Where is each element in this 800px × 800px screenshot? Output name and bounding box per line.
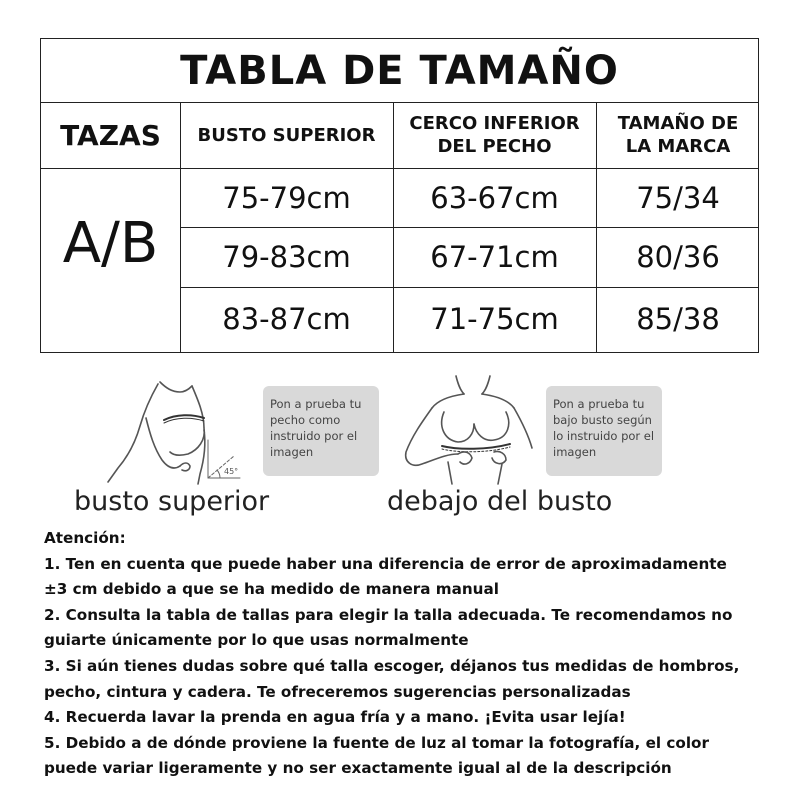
notes-heading: Atención: bbox=[44, 529, 126, 547]
note-line: 2. Consulta la tabla de tallas para elegir la talla adecuada. Te recomendamos no bbox=[44, 605, 733, 624]
table-cell-brand-size: 75/34 bbox=[636, 180, 720, 215]
under-bust-figure-illustration bbox=[398, 372, 548, 487]
note-line: 3. Si aún tienes dudas sobre qué talla escoger, déjanos tus medidas de hombros, bbox=[44, 656, 740, 675]
header-cups: TAZAS bbox=[60, 118, 161, 152]
note-line: 1. Ten en cuenta que puede haber una diferencia de error de aproximadamente bbox=[44, 554, 727, 573]
upper-bust-caption: busto superior bbox=[74, 486, 270, 517]
card-line: Pon a prueba tu bbox=[270, 397, 362, 411]
table-cell-brand-size: 85/38 bbox=[636, 302, 720, 336]
header-under-bust bbox=[393, 102, 596, 168]
upper-bust-figure-illustration bbox=[100, 378, 260, 488]
header-upper-bust: BUSTO SUPERIOR bbox=[197, 124, 376, 146]
table-cell-under-bust: 67-71cm bbox=[430, 240, 559, 274]
upper-bust-instruction-card bbox=[263, 386, 379, 476]
header-brand-size bbox=[596, 102, 760, 168]
under-bust-instruction-card bbox=[546, 386, 662, 476]
note-line: puede variar ligeramente y no ser exactamente igual al de la descripción bbox=[44, 759, 672, 778]
table-cell-upper-bust: 79-83cm bbox=[222, 240, 351, 274]
size-table bbox=[40, 38, 759, 353]
note-line: 4. Recuerda lavar la prenda en agua fría y a mano. ¡Evita usar lejía! bbox=[44, 708, 626, 727]
table-title: TABLA DE TAMAÑO bbox=[180, 47, 619, 94]
card-line: imagen bbox=[553, 445, 597, 459]
header-under-bust-line1: CERCO INFERIOR bbox=[409, 113, 580, 134]
card-line: bajo busto según bbox=[553, 413, 652, 427]
table-cell-upper-bust: 75-79cm bbox=[222, 180, 351, 215]
attention-notes bbox=[44, 526, 764, 782]
header-under-bust-line2: DEL PECHO bbox=[437, 136, 552, 157]
table-cell-under-bust: 71-75cm bbox=[430, 302, 559, 336]
table-title-row bbox=[41, 39, 758, 103]
under-bust-caption: debajo del busto bbox=[387, 486, 613, 517]
table-cell-upper-bust: 83-87cm bbox=[222, 302, 351, 336]
card-line: instruido por el bbox=[270, 429, 358, 443]
note-line: ±3 cm debido a que se ha medido de manera manual bbox=[44, 580, 499, 599]
note-line: guiarte únicamente por lo que usas normalmente bbox=[44, 631, 469, 650]
header-brand-size-line2: LA MARCA bbox=[625, 136, 731, 157]
card-line: Pon a prueba tu bbox=[553, 397, 645, 411]
table-cell-brand-size: 80/36 bbox=[636, 240, 720, 274]
card-line: lo instruido por el bbox=[553, 429, 655, 443]
angle-label: 45° bbox=[224, 467, 239, 476]
note-line: pecho, cintura y cadera. Te ofreceremos sugerencias personalizadas bbox=[44, 682, 631, 701]
cup-value: A/B bbox=[62, 210, 159, 276]
header-brand-size-line1: TAMAÑO DE bbox=[617, 113, 739, 134]
card-line: pecho como bbox=[270, 413, 341, 427]
card-line: imagen bbox=[270, 445, 314, 459]
table-cell-under-bust: 63-67cm bbox=[430, 180, 559, 215]
note-line: 5. Debido a de dónde proviene la fuente de luz al tomar la fotografía, el color bbox=[44, 733, 709, 752]
